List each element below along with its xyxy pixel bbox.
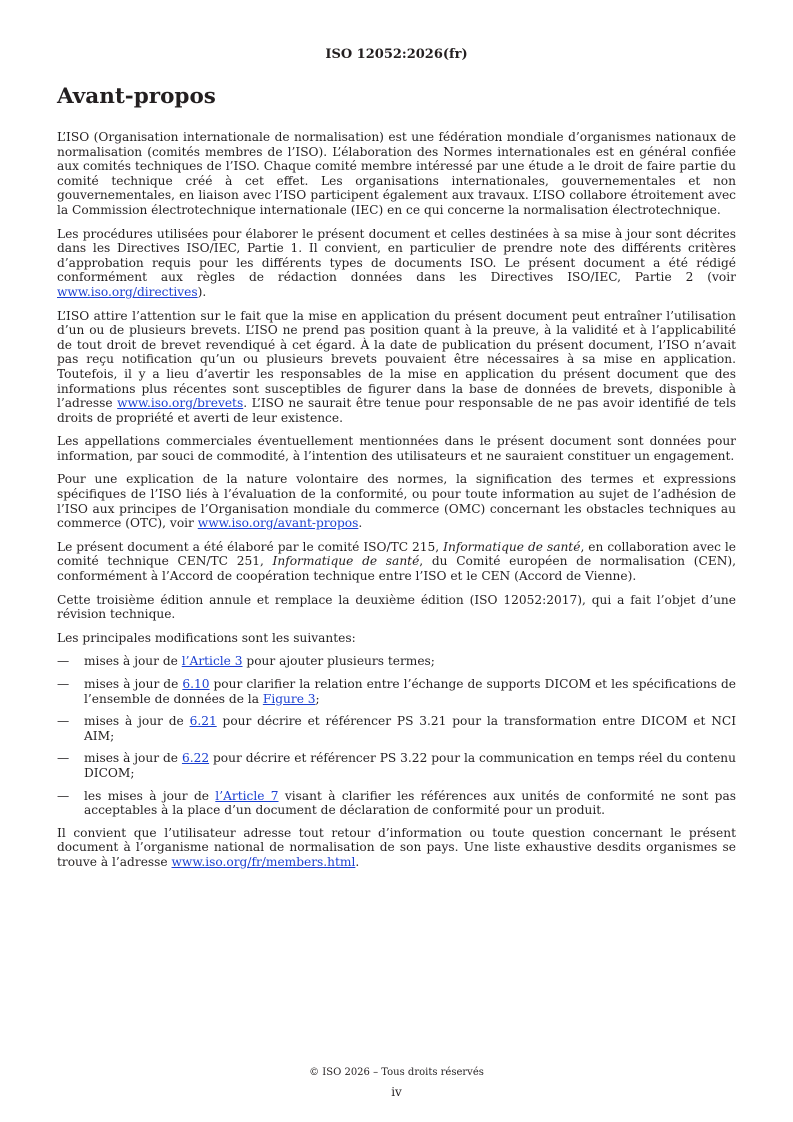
section-6-21-link[interactable]: 6.21 xyxy=(189,714,217,729)
committee-title: Informatique de santé xyxy=(272,554,420,569)
paragraph-text: . L’ISO ne saurait être tenue pour responsable de ne pas avoir identifié de tels droits de propriété et averti de leur existence. xyxy=(57,396,736,425)
list-item xyxy=(57,789,736,818)
paragraph-committee xyxy=(57,540,736,584)
list-text: pour ajouter plusieurs termes; xyxy=(242,654,435,669)
list-text: mises à jour de xyxy=(84,677,183,691)
paragraph-edition: Cette troisième édition annule et remplace la deuxième édition (ISO 12052:2017), qui a fait l’objet d’une révision technique. xyxy=(57,592,736,622)
list-dash: — xyxy=(57,788,70,803)
paragraph-text: . xyxy=(358,516,363,531)
list-dash: — xyxy=(57,751,70,766)
list-text: les mises à jour de xyxy=(84,788,216,803)
paragraph-changes-intro: Les principales modifications sont les suivantes: xyxy=(57,630,356,645)
copyright-footer: © ISO 2026 – Tous droits réservés xyxy=(309,1067,484,1078)
changes-list xyxy=(57,654,736,817)
paragraph-procedures xyxy=(57,227,736,300)
patents-link[interactable]: www.iso.org/brevets xyxy=(117,396,244,411)
article-3-link[interactable]: l’Article 3 xyxy=(181,654,243,669)
list-item xyxy=(57,654,736,669)
paragraph-text: ). xyxy=(197,284,207,299)
list-text: pour clarifier la relation entre l’échange de supports DICOM et les spécifications de l’ensemble de données de la xyxy=(84,677,736,706)
list-item xyxy=(57,714,736,743)
list-dash: — xyxy=(57,654,70,669)
list-text: pour décrire et référencer PS 3.22 pour la communication en temps réel du contenu DICOM; xyxy=(84,751,737,780)
paragraph-text: , du Comité européen de normalisation (CEN), conformément à l’Accord de coopération technique entre l’ISO et le CEN (Accord de Vienne). xyxy=(57,554,737,584)
list-item xyxy=(57,677,736,706)
list-dash: — xyxy=(57,714,70,729)
foreword-link[interactable]: www.iso.org/avant-propos xyxy=(197,516,359,531)
paragraph-text: Le présent document a été élaboré par le comité ISO/TC 215, xyxy=(57,539,444,554)
committee-title: Informatique de santé xyxy=(443,539,581,554)
list-text: pour décrire et référencer PS 3.21 pour la transformation entre DICOM et NCI AIM; xyxy=(84,714,737,743)
paragraph-text: L’ISO attire l’attention sur le fait que la mise en application du présent document peut entraîner l’utilisation d’un ou de plusieurs brevets. L’ISO ne prend pas position quant à la preuve, à la validité et à l’applicabilité de tout droit de brevet revendiqué à cet égard. À la date de publication du présent document, l’ISO n’avait pas reçu notification qu’un ou plusieurs brevets pouvaient être nécessaires à sa mise en application. Toutefois, il y a lieu d’avertir les responsables de la mise en application du présent document que des informations plus récentes sont susceptibles de figurer dans la base de données de brevets, disponible à l’adresse xyxy=(57,308,736,411)
paragraph-voluntary-nature xyxy=(57,472,736,530)
paragraph-iso-intro: L’ISO (Organisation internationale de normalisation) est une fédération mondiale d’organismes nationaux de normalisation (comités membres de l’ISO). L’élaboration des Normes internationales est en général confiée aux comités techniques de l’ISO. Chaque comité membre intéressé par une étude a le droit de faire partie du comité technique créé à cet effet. Les organisations internationales, gouvernementales et non gouvernementales, en liaison avec l’ISO participent également aux travaux. L’ISO collabore étroitement avec la Commission électrotechnique internationale (IEC) en ce qui concerne la normalisation électrotechnique. xyxy=(57,130,736,217)
paragraph-text: Les procédures utilisées pour élaborer le présent document et celles destinées à sa mise à jour sont décrites dans les Directives ISO/IEC, Partie 1. Il convient, en particulier de prendre note des différents critères d’approbation requis pour les différents types de documents ISO. Le présent document a été rédigé conformément aux règles de rédaction données dans les Directives ISO/IEC, Partie 2 (voir xyxy=(57,226,736,285)
paragraph-text: , en collaboration avec le comité technique CEN/TC 251, xyxy=(57,539,737,569)
page-number: iv xyxy=(391,1085,402,1099)
list-text: ; xyxy=(315,691,320,706)
paragraph-text: Il convient que l’utilisateur adresse tout retour d’information ou toute question concernant le présent document à l’organisme national de normalisation de son pays. Une liste exhaustive desdits organismes se trouve à l’adresse xyxy=(57,825,736,869)
figure-3-link[interactable]: Figure 3 xyxy=(262,691,316,706)
page-title: Avant-propos xyxy=(57,84,216,109)
list-text: mises à jour de xyxy=(84,751,182,766)
foreword-body xyxy=(57,130,736,879)
article-7-link[interactable]: l’Article 7 xyxy=(215,788,279,803)
list-text: mises à jour de xyxy=(84,654,182,669)
document-id-header: ISO 12052:2026(fr) xyxy=(325,47,468,62)
list-item xyxy=(57,751,736,780)
list-dash: — xyxy=(57,677,70,691)
paragraph-text: Pour une explication de la nature volontaire des normes, la signification des termes et expressions spécifiques de l’ISO liés à l’évaluation de la conformité, ou pour toute information au sujet de l’adhésion de l’ISO aux principes de l’Organisation mondiale du commerce (OMC) concernant les obstacles techniques au commerce (OTC), voir xyxy=(57,472,736,531)
paragraph-trade-names: Les appellations commerciales éventuellement mentionnées dans le présent document sont données pour information, par souci de commodité, à l’intention des utilisateurs et ne sauraient constituer un engagement. xyxy=(57,434,736,463)
section-6-22-link[interactable]: 6.22 xyxy=(181,751,210,766)
section-6-10-link[interactable]: 6.10 xyxy=(182,677,210,691)
members-link[interactable]: www.iso.org/fr/members.html xyxy=(171,854,356,869)
list-text: mises à jour de xyxy=(84,714,190,729)
directives-link[interactable]: www.iso.org/directives xyxy=(57,284,198,299)
paragraph-feedback xyxy=(57,826,736,870)
paragraph-text: . xyxy=(355,854,360,869)
list-text: visant à clarifier les références aux unités de conformité ne sont pas acceptables à la place d’un document de déclaration de conformité pour un produit. xyxy=(84,788,737,818)
paragraph-patents xyxy=(57,309,736,426)
